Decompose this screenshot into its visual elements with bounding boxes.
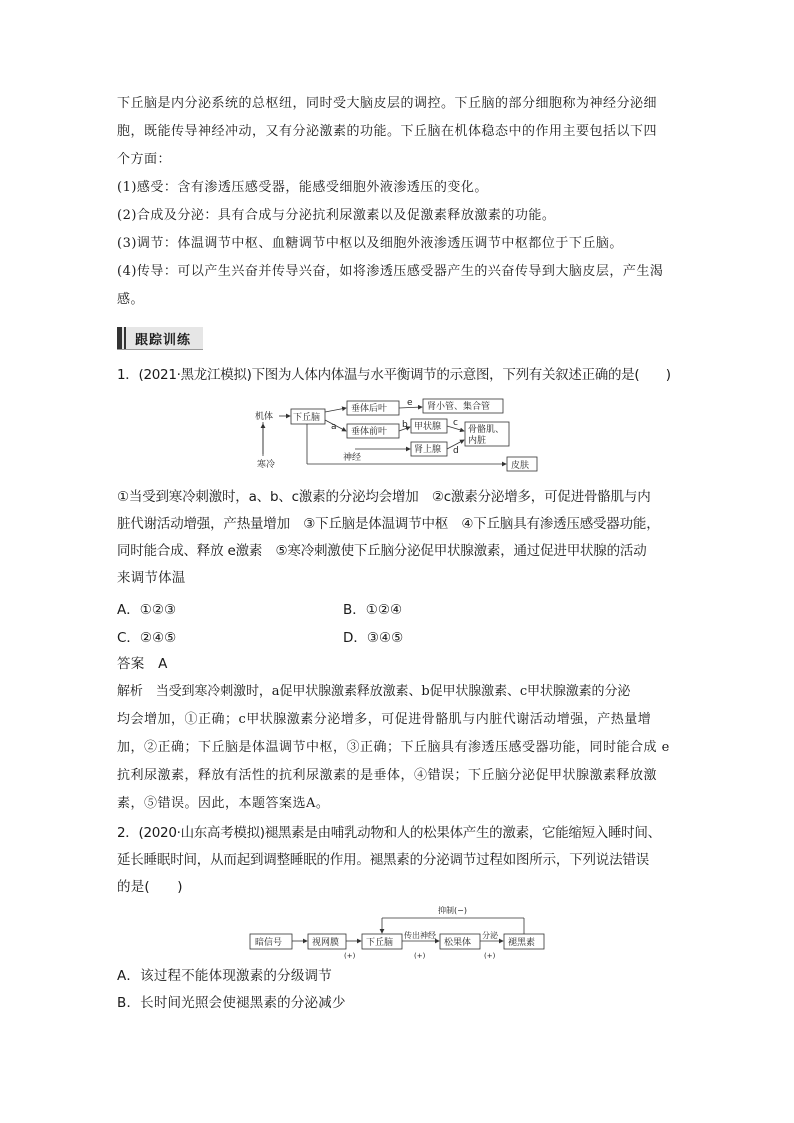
section-header	[117, 327, 203, 350]
q2-stem-line: 的是( )	[117, 879, 183, 895]
label-chuanchu: 传出神经	[404, 931, 436, 940]
label-plus: (+)	[414, 952, 426, 960]
option-a[interactable]: A．该过程不能体现激素的分级调节	[117, 968, 332, 984]
label-e: e	[407, 398, 413, 408]
label-b: b	[402, 420, 408, 430]
intro-item: (2)合成及分泌：具有合成与分泌抗利尿激素以及促激素释放激素的功能。	[117, 208, 556, 223]
intro-line: 个方面：	[117, 152, 172, 167]
explanation-line: 均会增加，①正确；c甲状腺激素分泌增多，可促进骨骼肌与内脏代谢活动增强，产热量增	[117, 712, 652, 727]
option-d[interactable]: D．③④⑤	[343, 630, 404, 646]
q1-statement-line: ①当受到寒冷刺激时，a、b、c激素的分泌均会增加 ②c激素分泌增多，可促进骨骼肌与内	[117, 489, 651, 505]
label-tuiheisu: 褪黑素	[508, 938, 536, 948]
q1-statement-line: 脏代谢活动增强，产热量增加 ③下丘脑是体温调节中枢 ④下丘脑具有渗透压感受器功能，	[117, 516, 660, 532]
intro-line: 下丘脑是内分泌系统的总枢纽，同时受大脑皮层的调控。下丘脑的部分细胞称为神经分泌细	[117, 96, 658, 111]
label-jiti: 机体	[255, 412, 274, 422]
label-shenshangxian: 肾上腺	[414, 445, 442, 455]
option-c[interactable]: C．②④⑤	[117, 630, 177, 646]
label-pifu: 皮肤	[511, 461, 530, 471]
label-anxinhao: 暗信号	[255, 938, 283, 948]
option-a[interactable]: A．①②③	[117, 602, 177, 618]
label-xiaqiunao: 下丘脑	[293, 413, 321, 423]
label-shenxiaoguan: 肾小管、集合管	[427, 402, 491, 412]
intro-item: 感。	[117, 292, 145, 307]
option-b[interactable]: B．长时间光照会使褪黑素的分泌减少	[117, 995, 346, 1011]
intro-item: (3)调节：体温调节中枢、血糖调节中枢以及细胞外液渗透压调节中枢都位于下丘脑。	[117, 236, 623, 251]
label-chuitiqianye: 垂体前叶	[351, 427, 388, 437]
q1-statements	[117, 484, 677, 592]
q1-options-row	[117, 626, 677, 652]
label-plus: (+)	[484, 952, 496, 960]
section-bar-icon	[124, 327, 126, 349]
label-yizhi: 抑制(−)	[438, 906, 467, 915]
label-songguoti: 松果体	[444, 938, 472, 948]
q2-stem-line: 延长睡眠时间，从而起到调整睡眠的作用。褪黑素的分泌调节过程如图所示，下列说法错误	[117, 852, 649, 868]
q2-diagram	[248, 904, 548, 964]
q2-stem-line: 2．(2020·山东高考模拟)褪黑素是由哺乳动物和人的松果体产生的激素，它能缩短入睡时间、	[117, 825, 661, 841]
label-shiwangmo: 视网膜	[312, 938, 340, 948]
section-bar-icon	[117, 327, 122, 349]
label-plus: (+)	[344, 952, 356, 960]
intro-line: 胞，既能传导神经冲动，又有分泌激素的功能。下丘脑在机体稳态中的作用主要包括以下四	[117, 124, 658, 139]
q1-statement-line: 同时能合成、释放 e激素 ⑤寒冷刺激使下丘脑分泌促甲状腺激素，通过促进甲状腺的活动	[117, 543, 647, 559]
intro-item: (1)感受：含有渗透压感受器，能感受细胞外液渗透压的变化。	[117, 180, 488, 195]
section-title: 跟踪训练	[135, 333, 192, 348]
intro-paragraph	[117, 90, 677, 314]
q1-answer	[117, 651, 677, 678]
explanation-line: 抗利尿激素，释放有活性的抗利尿激素的是垂体，④错误；下丘脑分泌促甲状腺激素释放激	[117, 768, 658, 783]
label-guge2: 内脏	[468, 436, 487, 446]
answer-text: 答案 A	[117, 656, 168, 672]
label-xiaqiunao: 下丘脑	[366, 938, 394, 948]
q1-stem-text: 1．(2021·黑龙江模拟)下图为人体内体温与水平衡调节的示意图，下列有关叙述正确的是( )	[117, 367, 671, 383]
label-guge1: 骨骼肌、	[468, 425, 505, 435]
label-c: c	[453, 418, 458, 428]
explanation-line: 加，②正确；下丘脑是体温调节中枢，③正确；下丘脑具有渗透压感受器功能，同时能合成 e	[117, 740, 670, 755]
q1-options-row	[117, 598, 677, 624]
q1-diagram	[255, 396, 545, 476]
label-chuitihouye: 垂体后叶	[351, 404, 388, 414]
q1-explanation	[117, 678, 677, 818]
q1-stem	[117, 362, 677, 389]
label-a: a	[331, 422, 337, 432]
label-hanleng: 寒冷	[257, 460, 276, 470]
option-b[interactable]: B．①②④	[343, 602, 403, 618]
label-shenjing: 神经	[343, 453, 362, 463]
label-fenmi: 分泌	[482, 931, 498, 940]
label-d: d	[453, 446, 459, 456]
q1-statement-line: 来调节体温	[117, 570, 186, 586]
explanation-line: 素，⑤错误。因此，本题答案选A。	[117, 796, 330, 811]
label-jiazhuangxian: 甲状腺	[414, 422, 442, 432]
q2-options	[117, 963, 677, 1017]
q2-stem	[117, 820, 677, 901]
intro-item: (4)传导：可以产生兴奋并传导兴奋，如将渗透压感受器产生的兴奋传导到大脑皮层，产生渴	[117, 264, 664, 279]
explanation-line: 解析 当受到寒冷刺激时，a促甲状腺激素释放激素、b促甲状腺激素、c甲状腺激素的分泌	[117, 684, 631, 699]
